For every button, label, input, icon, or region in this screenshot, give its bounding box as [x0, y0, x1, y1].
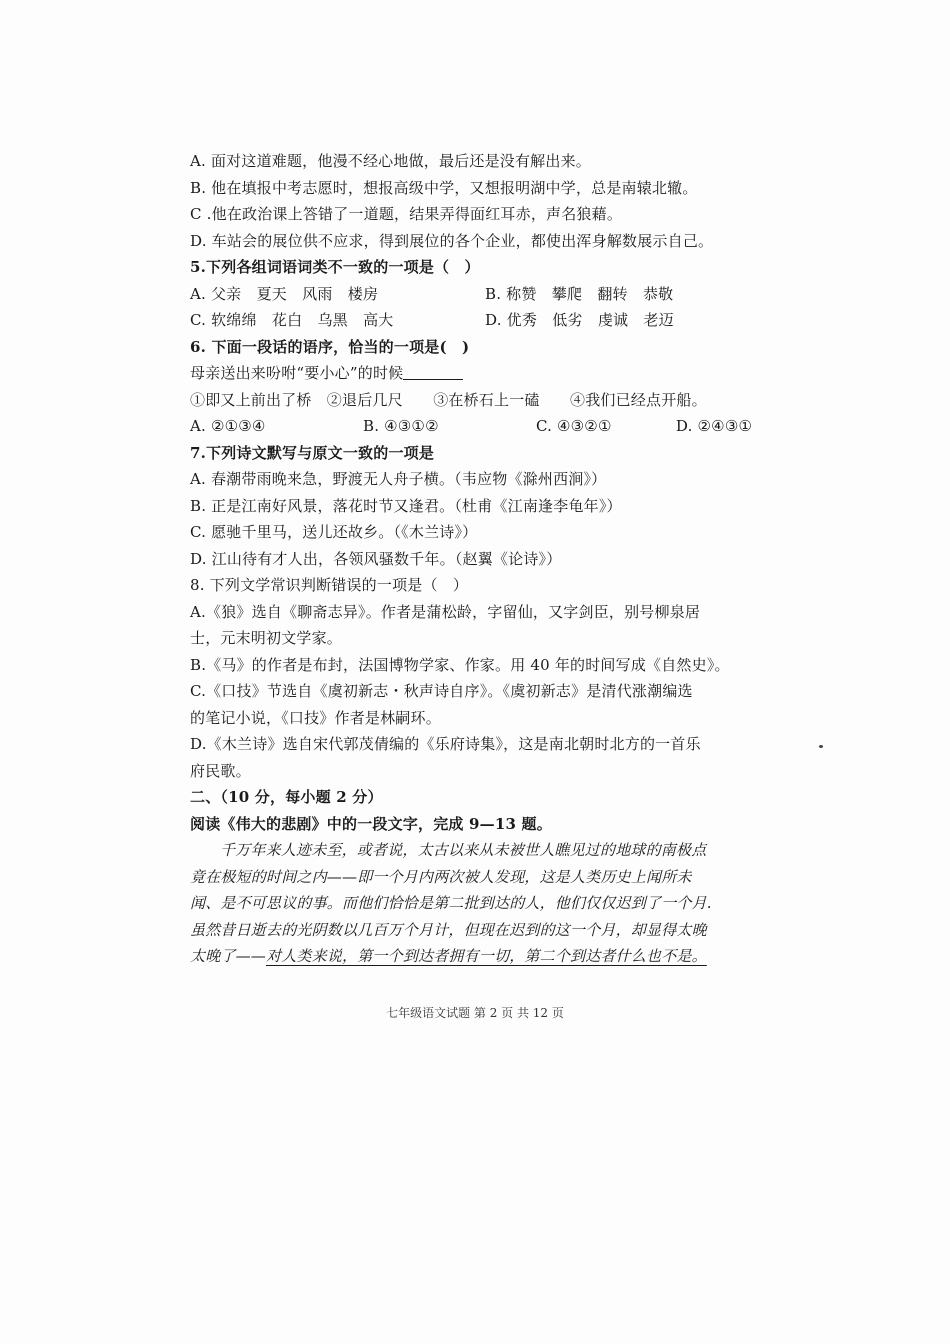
q5-option-d: D. 优秀 低劣 虔诚 老迈 — [485, 311, 674, 329]
q4-option-d: D. 车站会的展位供不应求，得到展位的各个企业，都使出浑身解数展示自己。 — [190, 231, 714, 250]
q6-items: ①即又上前出了桥 ②退后几尺 ③在桥石上一磕 ④我们已经点开船。 — [190, 390, 707, 409]
q7-option-a: A. 春潮带雨晚来急，野渡无人舟子横。（韦应物《滁州西涧》） — [190, 470, 607, 488]
passage-line-2: 竟在极短的时间之内——即一个月内两次被人发现，这是人类历史上闻所未 — [190, 867, 692, 886]
q6-option-b: B. ④③①② — [362, 417, 439, 435]
q8-line-7: 府民歌。 — [190, 761, 251, 780]
q7-option-d: D. 江山待有才人出，各领风骚数千年。（赵翼《论诗》） — [190, 549, 562, 568]
q5-option-c: C. 软绵绵 花白 乌黑 高大 — [190, 311, 394, 329]
q4-option-a: A. 面对这道难题，他漫不经心地做，最后还是没有解出来。 — [190, 152, 591, 170]
q6-sentence-text: 母亲送出来吩咐“要小心”的时候 — [190, 364, 404, 382]
q5-options-row-2 — [190, 307, 770, 334]
passage-last-prefix: 太晚了—— — [190, 947, 267, 965]
q5-option-b: B. 称赞 攀爬 翻转 恭敬 — [485, 284, 674, 303]
exam-content — [190, 148, 770, 970]
q6-option-a: A. ②①③④ — [190, 417, 266, 435]
passage-line-5 — [190, 943, 770, 970]
q7-stem: 7.下列诗文默写与原文一致的一项是 — [190, 443, 435, 462]
section-2-title: 二、（10 分，每小题 2 分） — [190, 788, 383, 806]
q6-sentence — [190, 360, 770, 387]
passage-line-1: 千万年来人迹未至，或者说，太古以来从未被世人瞧见过的地球的南极点 — [220, 841, 707, 859]
scan-speck — [819, 745, 823, 748]
q8-line-1: A.《狼》选自《聊斋志异》。作者是蒲松龄，字留仙，又字剑臣，别号柳泉居 — [190, 602, 701, 621]
q8-stem: 8. 下列文学常识判断错误的一项是（ ） — [190, 576, 469, 594]
q4-option-b: B. 他在填报中考志愿时，想报高级中学，又想报明湖中学，总是南辕北辙。 — [190, 178, 698, 197]
q8-line-5: 的笔记小说，《口技》作者是林嗣环。 — [190, 708, 441, 727]
passage-line-3: 闻、是不可思议的事。而他们恰恰是第二批到达的人，他们仅仅迟到了一个月. — [190, 894, 712, 912]
q8-line-4: C.《口技》节选自《虞初新志・秋声诗自序》。《虞初新志》是清代涨潮编选 — [190, 682, 693, 700]
q6-blank — [403, 363, 463, 380]
q8-line-3: B.《马》的作者是布封，法国博物学家、作家。用 40 年的时间写成《自然史》。 — [190, 655, 730, 674]
passage-underlined-sentence: 对人类来说，第一个到达者拥有一切，第二个到达者什么也不是。 — [266, 947, 707, 965]
passage-line-4: 虽然昔日逝去的光阴数以几百万个月计，但现在迟到的这一个月，却显得太晚 — [190, 920, 707, 939]
q6-stem: 6. 下面一段话的语序，恰当的一项是( ) — [190, 337, 470, 356]
q5-option-a: A. 父亲 夏天 风雨 楼房 — [190, 284, 379, 303]
page-footer: 七年级语文试题 第 2 页 共 12 页 — [386, 1006, 564, 1020]
q7-option-b: B. 正是江南好风景，落花时节又逢君。（杜甫《江南逢李龟年》） — [190, 496, 622, 515]
q4-option-c: C .他在政治课上答错了一道题，结果弄得面红耳赤，声名狼藉。 — [190, 205, 623, 223]
q6-option-d: D. ②④③① — [675, 417, 753, 435]
q6-option-c: C. ④③②① — [535, 417, 612, 435]
q7-option-c: C. 愿驰千里马，送儿还故乡。（《木兰诗》） — [190, 523, 478, 541]
section-2-instruction: 阅读《伟大的悲剧》中的一段文字，完成 9—13 题。 — [190, 814, 552, 833]
q5-stem: 5.下列各组词语词类不一致的一项是（ ） — [190, 258, 480, 276]
q8-line-6: D.《木兰诗》选自宋代郭茂倩编的《乐府诗集》，这是南北朝时北方的一首乐 — [190, 735, 701, 753]
q8-line-2: 士，元末明初文学家。 — [190, 629, 343, 647]
q5-options-row-1 — [190, 281, 770, 308]
q6-options — [190, 413, 770, 440]
